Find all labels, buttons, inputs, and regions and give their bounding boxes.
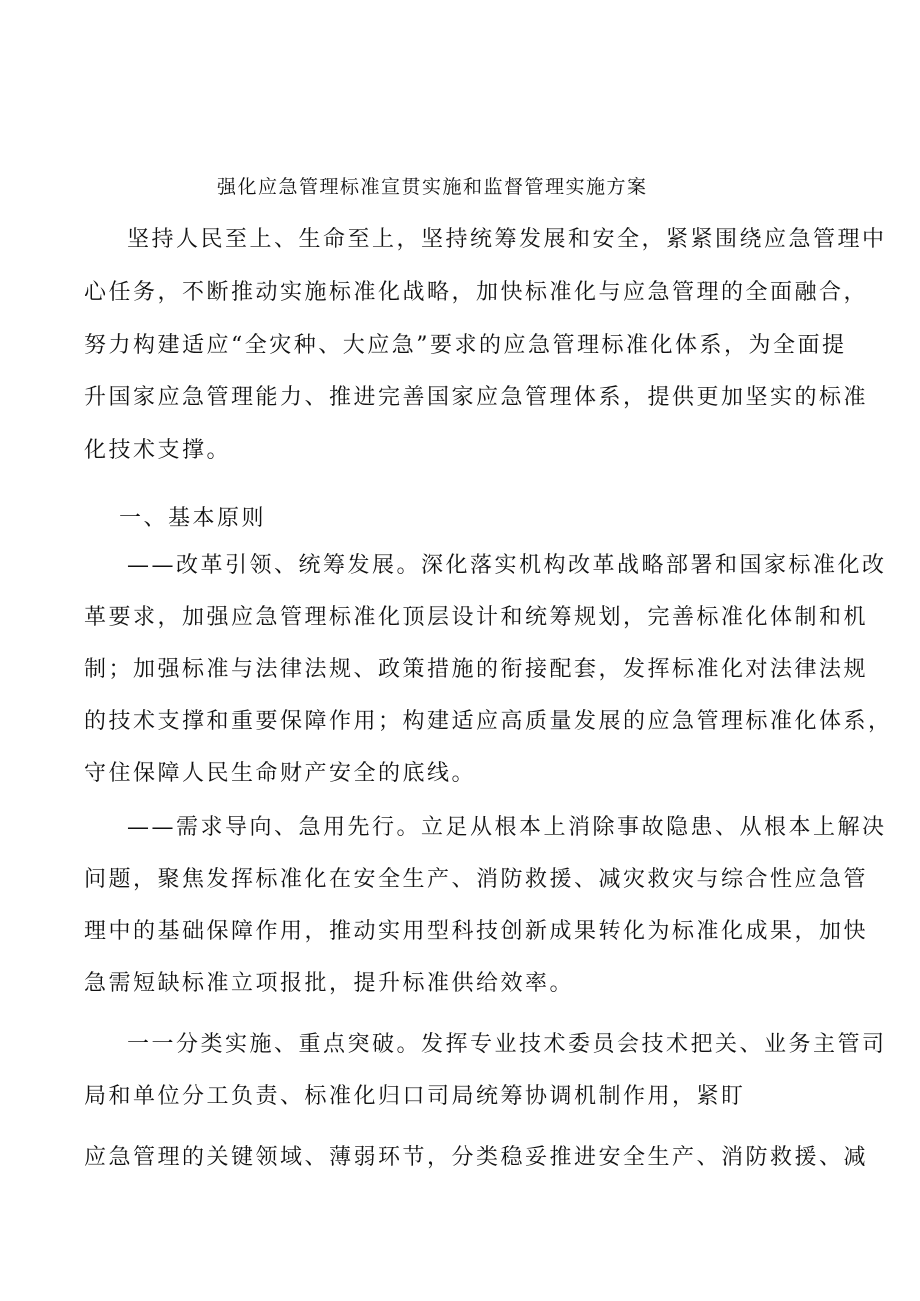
- text-line: 问题，聚焦发挥标准化在安全生产、消防救援、减灾救灾与综合性应急管: [84, 867, 869, 892]
- text-line: 坚持人民至上、生命至上，坚持统筹发展和安全，紧紧围绕应急管理中: [127, 227, 887, 252]
- text-line: 一一分类实施、重点突破。发挥专业技术委员会技术把关、业务主管司: [127, 1032, 887, 1057]
- text-line: 革要求，加强应急管理标准化顶层设计和统筹规划，完善标准化体制和机: [84, 605, 869, 630]
- text-line: ——需求导向、急用先行。立足从根本上消除事故隐患、从根本上解决: [127, 815, 887, 840]
- text-line: 化技术支撑。: [84, 438, 232, 463]
- page-title: 强化应急管理标准宣贯实施和监督管理实施方案: [217, 176, 648, 198]
- section-heading: 一、基本原则: [119, 506, 267, 531]
- text-line: 应急管理的关键领域、薄弱环节，分类稳妥推进安全生产、消防救援、减: [84, 1145, 869, 1170]
- text-line: 制；加强标准与法律法规、政策措施的衔接配套，发挥标准化对法律法规: [84, 657, 869, 682]
- text-line: ——改革引领、统筹发展。深化落实机构改革战略部署和国家标准化改: [127, 553, 887, 578]
- text-line: 努力构建适应“全灾种、大应急”要求的应急管理标准化体系，为全面提: [84, 333, 847, 358]
- text-line: 的技术支撑和重要保障作用；构建适应高质量发展的应急管理标准化体系，: [84, 709, 893, 734]
- text-line: 守住保障人民生命财产安全的底线。: [84, 761, 477, 786]
- text-line: 升国家应急管理能力、推进完善国家应急管理体系，提供更加坚实的标准: [84, 385, 869, 410]
- text-line: 急需短缺标准立项报批，提升标准供给效率。: [84, 971, 575, 996]
- text-line: 局和单位分工负责、标准化归口司局统筹协调机制作用，紧盯: [84, 1084, 746, 1109]
- text-line: 心任务，不断推动实施标准化战略，加快标准化与应急管理的全面融合，: [84, 280, 869, 305]
- text-line: 理中的基础保障作用，推动实用型科技创新成果转化为标准化成果，加快: [84, 919, 869, 944]
